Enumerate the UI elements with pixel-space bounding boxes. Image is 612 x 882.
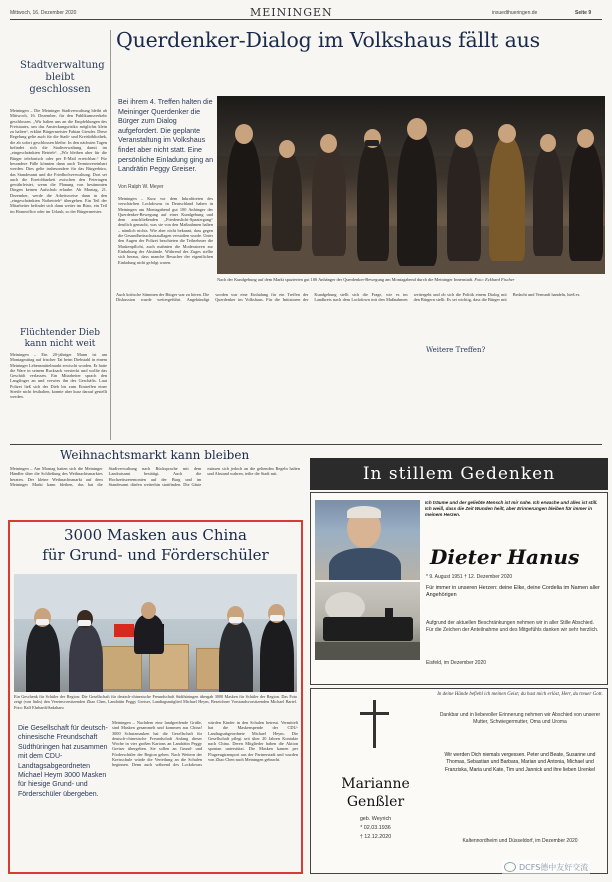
marianne-name-2: Genßler <box>346 794 405 810</box>
obituary-place-date-2: Kaltennordheim und Düsseldorf, im Dezember 2020 <box>462 838 578 844</box>
flag-china <box>114 624 134 637</box>
obituary-name: Dieter Hanus <box>430 545 580 569</box>
obituary-mourners: Wir werden Dich niemals vergessen. Peter und Beate, Susanne und Thomas, Sebastian und Barbara, Marian und Antonia, Michael und Franziska, Maria und Kate, Tim und Jannick und ihre lieben Urenkel <box>444 752 596 773</box>
watermark <box>502 860 590 874</box>
obituary-quote: In deine Hände befiehl ich meinen Geist; du hast mich erlöst, Herr, du treuer Gott. <box>437 692 603 697</box>
obituary-family: Für immer in unseren Herzen: deine Elke, deine Cordelia im Namen aller Angehörigen <box>426 585 600 599</box>
obituary-dates: * 9. August 1951 † 12. Dezember 2020 <box>426 574 513 580</box>
marianne-name-1: Marianne <box>341 776 410 792</box>
header-date: Mittwoch, 16. Dezember 2020 <box>10 10 77 16</box>
main-teaser: Bei ihrem 4. Treffen halten die Meininger Querdenker die Bürger zum Dialog aufgefordert. Die geplante Veranstaltung im Volkshaus findet aber nicht statt. Eine persönliche Einladung ging an Landrätin Peggy Greiser. <box>118 98 214 174</box>
obituary-poem: Ich träume und der geliebte Mensch ist mir nahe. Ich erwache und alles ist still. Ich weiß, dass die Zeit Wunden heilt, aber Erinnerungen bleiben für immer in meinem Herzen. <box>425 500 598 518</box>
wechat-icon <box>504 862 516 872</box>
header-site: insuedthueringen.de <box>492 10 538 16</box>
main-col2: Auch kritische Stimmen der Bürger war zu hören. Die Diskussion wurde weitergeführt. Angekündigt worden war eine Einladung für ein Treffen der Querdenker im Volkshaus. Für die Initiatoren der Kundgebung stellt sich die Frage, wie es im Landkreis nach dem Lockdown mit den Maßnahmen weitergeht und ob sich die Politik einem Dialog mit den Bürgern stellt. Es sei wichtig, dass die Bürger mit Bedacht und Vernunft handeln, hieß es. <box>116 292 581 303</box>
sidebar-divider <box>110 30 111 440</box>
marianne-death: † 12.12.2020 <box>359 834 392 840</box>
obituary-place-date: Eisfeld, im Dezember 2020 <box>426 660 487 666</box>
main-byline: Von Ralph W. Meyer <box>118 184 164 190</box>
header-rule <box>10 19 602 20</box>
china-teaser: Die Gesellschaft für deutsch-chinesische Freundschaft Südthüringen hat zusammen mit dem CDU-Landtagsabgeordneten Michael Heym 3000 Masken für hiesige Grund- und Förderschüler übergeben. <box>18 725 108 798</box>
main-subhead: Weitere Treffen? <box>422 345 489 355</box>
china-body: Meiningen – Nachdem eine landgreifende Grüße, sind Masken gesammelt und kommen aus China! 3000 Schutzmasken hat die Gesellschaft für deutsch-chinesische Freundschaft Anfang dieser Woche in vier großen Kartons an Landrätin Peggy Greiser übergeben. Sie sollen an Grund- und Förderschüler der Region gehen. Nach Weitern der Kreisschule würde die Verteilung an die Schulen beginnen. Denn auch während des Lockdowns würden Kinder in den Schulen betreut. Vermittelt hat die Maskenspende der CDU-Landtagsabgeordnete Michael Heym. Die Gesellschaft pflegt seit über 20 Jahren Kontakte nach China. Deren Mitglieder haben die Aktion spontan unterstützt. Die Masken kamen per Flugzeugtransport aus der Partnerstadt und wurden von Zhao Chen nach Meiningen gebracht. <box>112 720 298 768</box>
gedenken-title: In stillem Gedenken <box>310 458 608 490</box>
china-caption: Ein Geschenk für Schüler der Region: Die Gesellschaft für deutsch-chinesische Freundschaft Südthüringen übergab 3000 Masken für Schüler der Region. Das Foto zeigt (von links) den Vereinsvorsitzenden Zhao Chen, Landrätin Peggy Greiser, Landtagsmitglied Michael Heym, Bezeichner Vorstandsvorsitzenden Michael Bartel. Foto: Ralf Ehrhardt/Sadaharu <box>14 694 297 710</box>
sidebar-body: Meiningen – Die Meininger Stadtverwaltung bleibt ab Mittwoch, 16. Dezember, für den Publikumsverkehr geschlossen. „Wir halten uns an die Empfehlungen des Freistaates, um das Ansteckungsrisiko möglichst klein zu halten“, erklärt Bürgermeister Fabian Giesder. Diese Regelung gelte auch für die Stadt- und Kreisbibliothek, die ab sofort geschlossen bleibe. In den nächsten Tagen befindet sich die Stadtverwaltung damit im „eingeschränkten Betrieb“. „Wir bleiben aber für die Bürger telefonisch oder per E-Mail erreichbar.“ Für besondere Fälle könnten dann auch Terminvereinbart werden. Dies gelte insbesondere für das Bürgerbüro, das Standesamt und die Friedhofsverwaltung. Dort sei auch die Erreichbarkeit zwischen den Feiertagen gewährleistet, wenn die Planung von bestimmten Dingen keinen Aufschub erlaube. Ab Montag, 21. Dezember, werde die Arbeitsweise dann in den „eingeschränkten Notbetrieb“ übergehen. Ein Teil der Mitarbeiter befindet sich dann weiter im Büro, ein Teil im Homeoffice oder im Urlaub, so der Bürgermeister. <box>10 108 107 214</box>
section-title: MEININGEN <box>250 6 333 19</box>
weihnacht-rule <box>10 444 602 445</box>
china-headline-1: 3000 Masken aus China <box>64 526 247 544</box>
main-col1: Meiningen – Kurz vor dem Inkrafttreten des verschärften Lockdowns in Deutschland haben in Meiningen am Montagabend gut 100 Anhänger der Querdenker-Bewegung auf einer Kundgebung und dem anschließenden „Friedenslicht-Spaziergang“ deutlich gemacht, was sie von den Maßnahmen halten – nämlich nichts. Wie aber nicht bekannt, dass gegen die Gesundheitsschutzauflagen verstoßen wurde. Unter den Augen der Polizei beachteten die Teilnehmer die Maskenpflicht, auch mahnten die Moderatoren zur Einhaltung der Abstände. Während des Zuges stellte sich heraus, dass manche Besucher der eigentlichen Einladung nicht gefolgt waren. <box>118 196 213 265</box>
obituary-note: Aufgrund der aktuellen Beschränkungen nehmen wir in aller Stille Abschied. Für die Zeichen der Anteilnahme und des Mitgefühls danken wir sehr herzlich. <box>426 620 599 633</box>
main-headline: Querdenker-Dialog im Volkshaus fällt aus <box>116 28 540 52</box>
sidebar-headline: Stadtverwaltung bleibt geschlossen <box>20 60 105 95</box>
cross-icon <box>373 700 376 748</box>
marianne-birth: * 02.03.1936 <box>360 825 391 831</box>
weihnacht-body: Meiningen – Am Montag hatten sich die Meininger Händler über die Schließung des Weihnachtsmarktes beraten. Der kleine Weihnachtsmarkt auf dem Meininger Markt kann bleiben, das hat die Stadtverwaltung nach Rücksprache mit dem Landratsamt bestätigt. Auch die Hochzeitszeremonien auf der Burg und im Standesamt dürfen weiterhin stattfinden. Die Gäste müssen sich jedoch an die geltenden Regeln halten und Abstand wahren, teilte die Stadt mit. <box>10 466 300 487</box>
caption-text: Nach der Kundgebung auf dem Markt spazierten gut 100 Anhänger der Querdenker-Bewegung am Montagabend durch die Meininger Innenstadt. <box>217 277 474 282</box>
obituary-thanks: Dankbar und in liebevoller Erinnerung nehmen wir Abschied von unserer Mutter, Schwiegermutter, Oma und Uroma <box>439 712 601 725</box>
portrait-photo <box>315 500 420 580</box>
marianne-born: geb. Weyrich <box>359 816 392 822</box>
main-photo-caption <box>217 277 605 284</box>
sidebar-body-2: Meiningen – Ein 20-jähriger Mann ist am Montagmittag auf frischer Tat beim Diebstahl in einem Meininger Lebensmittelmarkt erwischt worden. Er hatte die Ware in seinem Rucksack versteckt und wollte das Geschäft verlassen. Ein Mitarbeiter sprach den Langfinger an und verwies ihn des Geschäfts. Laut Polizei ließ sich der Dieb bis zum Eintreffen einer Streife nicht festhalten, konnte aber kurz darauf gestellt werden. <box>10 352 107 400</box>
main-photo <box>217 96 605 274</box>
watermark-text: DCFS德中友好交流 <box>519 862 589 872</box>
china-photo <box>14 574 297 692</box>
page-number: Seite 9 <box>575 10 592 16</box>
caption-credit: Foto: Eckhard Fischer <box>474 277 515 282</box>
train-photo <box>315 582 420 660</box>
sidebar-headline-2: Flüchtender Dieb kann nicht weit <box>20 328 100 349</box>
weihnacht-headline: Weihnachtsmarkt kann bleiben <box>60 448 250 462</box>
china-headline-2: für Grund- und Förderschüler <box>42 546 269 564</box>
